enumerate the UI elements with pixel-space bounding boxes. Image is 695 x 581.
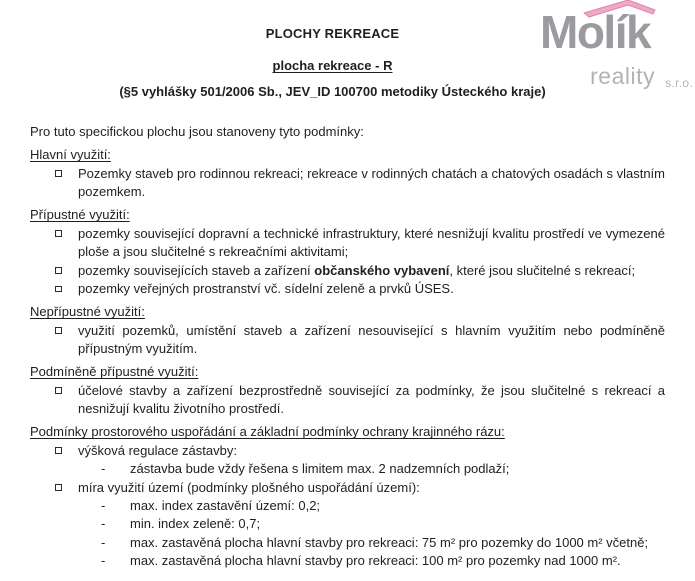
list-item-text-post: , které jsou slučitelné s rekreací; [449,262,636,278]
intro-paragraph: Pro tuto specifickou plochu jsou stanoveny tyto podmínky: [30,124,364,140]
list-item-text [78,263,635,278]
section-heading: Podmíněně přípustné využití: [30,364,199,380]
list-item [30,225,665,262]
dash-bullet: - [101,516,106,532]
section-heading: Podmínky prostorového uspořádání a základní podmínky ochrany krajinného rázu: [30,424,505,440]
list-item-text: účelové stavby a zařízení bezprostředně související za podmínky, že jsou slučitelné s rekreací a nesnižují kvalitu životního prostředí. [78,382,665,417]
section-heading: Nepřípustné využití: [30,304,145,320]
list-item [30,442,665,460]
page-subtitle: plocha rekreace - R [272,58,393,74]
section-permissible-use [30,206,665,298]
logo-subtitle: reality [590,63,655,89]
sub-list-item [30,497,665,515]
dash-bullet: - [101,534,106,550]
sub-list-item-text: max. index zastavění území: 0,2; [130,497,321,513]
section-impermissible-use [30,303,665,358]
sub-list-item-text: min. index zeleně: 0,7; [130,516,261,532]
dash-bullet: - [101,461,106,477]
logo-suffix: s.r.o. [665,76,693,90]
sub-list-item [30,534,665,552]
logo-name: Molík [540,6,651,58]
list-item [30,322,665,359]
dash-bullet: - [101,497,106,513]
list-item [30,382,665,419]
molik-realty-logo [530,0,695,100]
list-item-text-pre: pozemky souvisejících staveb a zařízení [78,262,315,278]
list-item [30,280,665,298]
square-bullet-icon [55,230,62,237]
regulation-reference: (§5 vyhlášky 501/2006 Sb., JEV_ID 100700 metodiky Ústeckého kraje) [119,83,546,99]
square-bullet-icon [55,484,62,491]
list-item-text: Pozemky staveb pro rodinnou rekreaci; rekreace v rodinných chatách a chatových osadách s vlastním pozemkem. [78,165,665,200]
section-main-use [30,146,665,201]
dash-bullet: - [101,553,106,569]
sub-list-item-text: zástavba bude vždy řešena s limitem max. 2 nadzemních podlaží; [130,461,510,477]
list-item-text: míra využití území (podmínky plošného uspořádání území): [78,479,420,495]
sub-list-item [30,515,665,533]
page-title: PLOCHY REKREACE [265,26,400,41]
square-bullet-icon [55,387,62,394]
square-bullet-icon [55,327,62,334]
list-item-text: pozemky související dopravní a technické infrastruktury, které nesnižují kvalitu prostředí ve vymezené ploše a jsou slučitelné s rekreačními aktivitami; [78,225,665,260]
sub-list-item-text: max. zastavěná plocha hlavní stavby pro rekreaci: 75 m² pro pozemky do 1000 m² včetně; [130,534,649,550]
list-item [30,479,665,497]
sub-list-item-text: max. zastavěná plocha hlavní stavby pro rekreaci: 100 m² pro pozemky nad 1000 m². [130,553,621,569]
section-conditionally-permissible-use [30,363,665,418]
sub-list-item [30,460,665,478]
sub-list-item [30,552,665,570]
list-item-text-bold: občanského vybavení [314,262,450,278]
section-heading: Hlavní využití: [30,147,111,163]
list-item-text: využití pozemků, umístění staveb a zařízení nesouvisející s hlavním využitím nebo podmíněně přípustným využitím. [78,322,665,357]
list-item-text: pozemky veřejných prostranství vč. sídelní zeleně a prvků ÚSES. [78,281,454,297]
list-item-text: výšková regulace zástavby: [78,442,237,458]
section-heading: Přípustné využití: [30,207,130,223]
square-bullet-icon [55,447,62,454]
square-bullet-icon [55,286,62,293]
square-bullet-icon [55,170,62,177]
square-bullet-icon [55,267,62,274]
section-spatial-conditions [30,423,665,570]
list-item [30,262,665,280]
list-item [30,165,665,202]
